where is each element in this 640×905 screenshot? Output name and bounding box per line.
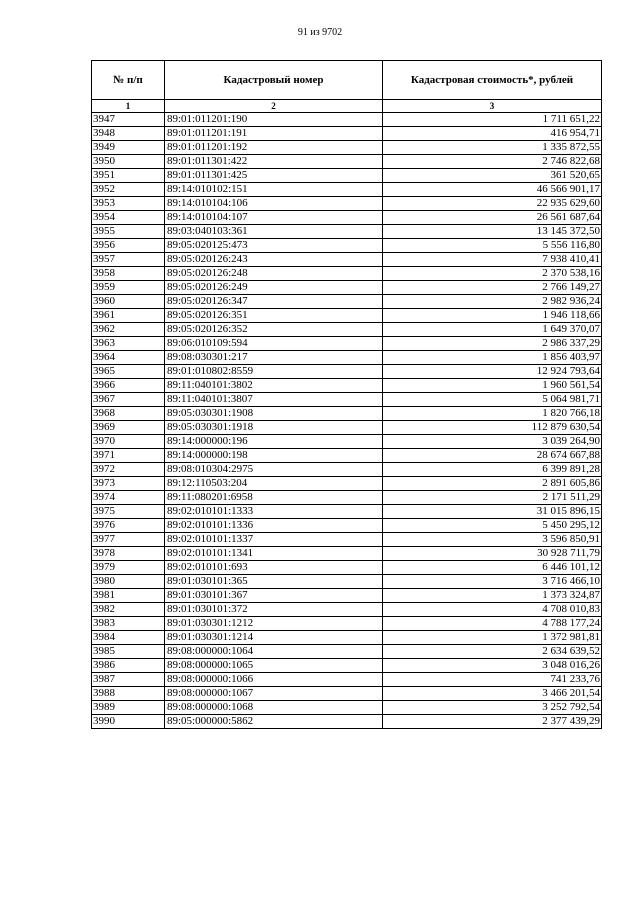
cadastral-value-cell: 12 924 793,64 <box>383 365 602 379</box>
table-row <box>92 141 602 155</box>
table-row <box>92 715 602 729</box>
cadastral-value-cell: 2 370 538,16 <box>383 267 602 281</box>
table-row <box>92 295 602 309</box>
cadastral-value-cell: 31 015 896,15 <box>383 505 602 519</box>
column-number-3: 3 <box>383 100 602 113</box>
table-row <box>92 477 602 491</box>
cadastral-value-cell: 3 716 466,10 <box>383 575 602 589</box>
row-number-cell: 3948 <box>92 127 165 141</box>
row-number-cell: 3985 <box>92 645 165 659</box>
row-number-cell: 3947 <box>92 113 165 127</box>
cadastral-number-cell: 89:14:010102:151 <box>165 183 383 197</box>
row-number-cell: 3965 <box>92 365 165 379</box>
cadastral-number-cell: 89:01:030301:1214 <box>165 631 383 645</box>
table-row <box>92 183 602 197</box>
cadastral-number-cell: 89:01:030301:1212 <box>165 617 383 631</box>
cadastral-value-cell: 4 708 010,83 <box>383 603 602 617</box>
cadastral-value-cell: 2 766 149,27 <box>383 281 602 295</box>
cadastral-number-cell: 89:01:010802:8559 <box>165 365 383 379</box>
table-row <box>92 155 602 169</box>
cadastral-value-cell: 3 048 016,26 <box>383 659 602 673</box>
cadastral-number-cell: 89:01:030101:372 <box>165 603 383 617</box>
cadastral-number-cell: 89:14:010104:106 <box>165 197 383 211</box>
cadastral-number-cell: 89:05:020126:249 <box>165 281 383 295</box>
header-cadastral-number: Кадастровый номер <box>165 61 383 100</box>
cadastral-value-cell: 112 879 630,54 <box>383 421 602 435</box>
column-number-2: 2 <box>165 100 383 113</box>
row-number-cell: 3970 <box>92 435 165 449</box>
cadastral-number-cell: 89:08:000000:1065 <box>165 659 383 673</box>
row-number-cell: 3967 <box>92 393 165 407</box>
cadastral-value-cell: 3 466 201,54 <box>383 687 602 701</box>
row-number-cell: 3976 <box>92 519 165 533</box>
cadastral-number-cell: 89:05:030301:1908 <box>165 407 383 421</box>
row-number-cell: 3987 <box>92 673 165 687</box>
row-number-cell: 3958 <box>92 267 165 281</box>
cadastral-value-cell: 2 746 822,68 <box>383 155 602 169</box>
cadastral-number-cell: 89:05:020126:351 <box>165 309 383 323</box>
cadastral-value-cell: 416 954,71 <box>383 127 602 141</box>
cadastral-value-cell: 5 450 295,12 <box>383 519 602 533</box>
row-number-cell: 3968 <box>92 407 165 421</box>
cadastral-value-cell: 1 711 651,22 <box>383 113 602 127</box>
row-number-cell: 3989 <box>92 701 165 715</box>
row-number-cell: 3982 <box>92 603 165 617</box>
cadastral-number-cell: 89:03:040103:361 <box>165 225 383 239</box>
row-number-cell: 3954 <box>92 211 165 225</box>
cadastral-number-cell: 89:14:000000:196 <box>165 435 383 449</box>
cadastral-value-cell: 3 252 792,54 <box>383 701 602 715</box>
cadastral-number-cell: 89:05:020125:473 <box>165 239 383 253</box>
cadastral-value-cell: 7 938 410,41 <box>383 253 602 267</box>
table-row <box>92 225 602 239</box>
table-row <box>92 645 602 659</box>
cadastral-number-cell: 89:11:040101:3802 <box>165 379 383 393</box>
cadastral-value-cell: 5 064 981,71 <box>383 393 602 407</box>
table-row <box>92 421 602 435</box>
row-number-cell: 3973 <box>92 477 165 491</box>
cadastral-table <box>91 60 602 729</box>
row-number-cell: 3951 <box>92 169 165 183</box>
row-number-cell: 3971 <box>92 449 165 463</box>
cadastral-number-cell: 89:06:010109:594 <box>165 337 383 351</box>
cadastral-value-cell: 3 039 264,90 <box>383 435 602 449</box>
column-number-row <box>92 100 602 113</box>
table-row <box>92 113 602 127</box>
cadastral-value-cell: 1 373 324,87 <box>383 589 602 603</box>
table-row <box>92 351 602 365</box>
row-number-cell: 3980 <box>92 575 165 589</box>
cadastral-value-cell: 1 649 370,07 <box>383 323 602 337</box>
cadastral-value-cell: 1 820 766,18 <box>383 407 602 421</box>
table-row <box>92 197 602 211</box>
cadastral-number-cell: 89:01:011301:425 <box>165 169 383 183</box>
table-row <box>92 463 602 477</box>
table-row <box>92 631 602 645</box>
table-row <box>92 491 602 505</box>
table-row <box>92 561 602 575</box>
row-number-cell: 3978 <box>92 547 165 561</box>
cadastral-number-cell: 89:02:010101:1337 <box>165 533 383 547</box>
cadastral-number-cell: 89:05:020126:243 <box>165 253 383 267</box>
header-cadastral-value: Кадастровая стоимость*, рублей <box>383 61 602 100</box>
cadastral-number-cell: 89:01:011301:422 <box>165 155 383 169</box>
cadastral-number-cell: 89:08:000000:1067 <box>165 687 383 701</box>
cadastral-number-cell: 89:08:010304:2975 <box>165 463 383 477</box>
table-row <box>92 323 602 337</box>
table-row <box>92 673 602 687</box>
row-number-cell: 3979 <box>92 561 165 575</box>
table-row <box>92 435 602 449</box>
row-number-cell: 3966 <box>92 379 165 393</box>
table-row <box>92 547 602 561</box>
row-number-cell: 3977 <box>92 533 165 547</box>
row-number-cell: 3974 <box>92 491 165 505</box>
table-row <box>92 687 602 701</box>
cadastral-number-cell: 89:05:020126:347 <box>165 295 383 309</box>
cadastral-number-cell: 89:14:010104:107 <box>165 211 383 225</box>
row-number-cell: 3952 <box>92 183 165 197</box>
cadastral-value-cell: 741 233,76 <box>383 673 602 687</box>
cadastral-value-cell: 46 566 901,17 <box>383 183 602 197</box>
page-counter: 91 из 9702 <box>297 27 343 38</box>
cadastral-number-cell: 89:02:010101:693 <box>165 561 383 575</box>
table-row <box>92 617 602 631</box>
cadastral-number-cell: 89:02:010101:1333 <box>165 505 383 519</box>
row-number-cell: 3960 <box>92 295 165 309</box>
row-number-cell: 3963 <box>92 337 165 351</box>
cadastral-value-cell: 22 935 629,60 <box>383 197 602 211</box>
cadastral-number-cell: 89:02:010101:1341 <box>165 547 383 561</box>
cadastral-number-cell: 89:11:040101:3807 <box>165 393 383 407</box>
cadastral-number-cell: 89:08:000000:1068 <box>165 701 383 715</box>
cadastral-value-cell: 5 556 116,80 <box>383 239 602 253</box>
table-row <box>92 393 602 407</box>
cadastral-value-cell: 1 335 872,55 <box>383 141 602 155</box>
table-row <box>92 267 602 281</box>
cadastral-number-cell: 89:11:080201:6958 <box>165 491 383 505</box>
row-number-cell: 3950 <box>92 155 165 169</box>
table-row <box>92 603 602 617</box>
row-number-cell: 3962 <box>92 323 165 337</box>
cadastral-value-cell: 1 856 403,97 <box>383 351 602 365</box>
cadastral-value-cell: 1 946 118,66 <box>383 309 602 323</box>
cadastral-value-cell: 2 171 511,29 <box>383 491 602 505</box>
table-row <box>92 379 602 393</box>
row-number-cell: 3984 <box>92 631 165 645</box>
table-row <box>92 365 602 379</box>
cadastral-number-cell: 89:01:011201:192 <box>165 141 383 155</box>
cadastral-value-cell: 3 596 850,91 <box>383 533 602 547</box>
row-number-cell: 3953 <box>92 197 165 211</box>
cadastral-number-cell: 89:02:010101:1336 <box>165 519 383 533</box>
cadastral-number-cell: 89:08:030301:217 <box>165 351 383 365</box>
row-number-cell: 3972 <box>92 463 165 477</box>
cadastral-value-cell: 6 399 891,28 <box>383 463 602 477</box>
row-number-cell: 3959 <box>92 281 165 295</box>
row-number-cell: 3955 <box>92 225 165 239</box>
row-number-cell: 3956 <box>92 239 165 253</box>
row-number-cell: 3983 <box>92 617 165 631</box>
cadastral-value-cell: 2 986 337,29 <box>383 337 602 351</box>
header-row-number: № п/п <box>92 61 165 100</box>
cadastral-value-cell: 2 634 639,52 <box>383 645 602 659</box>
table-row <box>92 519 602 533</box>
cadastral-value-cell: 361 520,65 <box>383 169 602 183</box>
cadastral-value-cell: 13 145 372,50 <box>383 225 602 239</box>
cadastral-value-cell: 6 446 101,12 <box>383 561 602 575</box>
table-row <box>92 505 602 519</box>
row-number-cell: 3969 <box>92 421 165 435</box>
table-row <box>92 589 602 603</box>
table-row <box>92 449 602 463</box>
cadastral-number-cell: 89:05:030301:1918 <box>165 421 383 435</box>
table-row <box>92 309 602 323</box>
cadastral-number-cell: 89:05:000000:5862 <box>165 715 383 729</box>
cadastral-value-cell: 1 372 981,81 <box>383 631 602 645</box>
cadastral-value-cell: 4 788 177,24 <box>383 617 602 631</box>
cadastral-number-cell: 89:08:000000:1064 <box>165 645 383 659</box>
row-number-cell: 3990 <box>92 715 165 729</box>
cadastral-value-cell: 28 674 667,88 <box>383 449 602 463</box>
cadastral-number-cell: 89:05:020126:248 <box>165 267 383 281</box>
row-number-cell: 3961 <box>92 309 165 323</box>
table-row <box>92 253 602 267</box>
cadastral-value-cell: 1 960 561,54 <box>383 379 602 393</box>
cadastral-value-cell: 2 891 605,86 <box>383 477 602 491</box>
row-number-cell: 3986 <box>92 659 165 673</box>
cadastral-number-cell: 89:14:000000:198 <box>165 449 383 463</box>
row-number-cell: 3949 <box>92 141 165 155</box>
table-row <box>92 211 602 225</box>
cadastral-number-cell: 89:01:011201:190 <box>165 113 383 127</box>
table-row <box>92 659 602 673</box>
table-header-row <box>92 61 602 100</box>
row-number-cell: 3981 <box>92 589 165 603</box>
row-number-cell: 3975 <box>92 505 165 519</box>
cadastral-number-cell: 89:01:011201:191 <box>165 127 383 141</box>
cadastral-value-cell: 30 928 711,79 <box>383 547 602 561</box>
table-row <box>92 337 602 351</box>
cadastral-number-cell: 89:08:000000:1066 <box>165 673 383 687</box>
row-number-cell: 3957 <box>92 253 165 267</box>
cadastral-number-cell: 89:01:030101:365 <box>165 575 383 589</box>
table-row <box>92 169 602 183</box>
cadastral-value-cell: 2 377 439,29 <box>383 715 602 729</box>
row-number-cell: 3964 <box>92 351 165 365</box>
table-row <box>92 281 602 295</box>
cadastral-number-cell: 89:01:030101:367 <box>165 589 383 603</box>
table-row <box>92 239 602 253</box>
cadastral-number-cell: 89:05:020126:352 <box>165 323 383 337</box>
table-row <box>92 575 602 589</box>
cadastral-value-cell: 2 982 936,24 <box>383 295 602 309</box>
table-row <box>92 407 602 421</box>
table-row <box>92 701 602 715</box>
table-row <box>92 127 602 141</box>
row-number-cell: 3988 <box>92 687 165 701</box>
table-row <box>92 533 602 547</box>
cadastral-value-cell: 26 561 687,64 <box>383 211 602 225</box>
column-number-1: 1 <box>92 100 165 113</box>
cadastral-number-cell: 89:12:110503:204 <box>165 477 383 491</box>
